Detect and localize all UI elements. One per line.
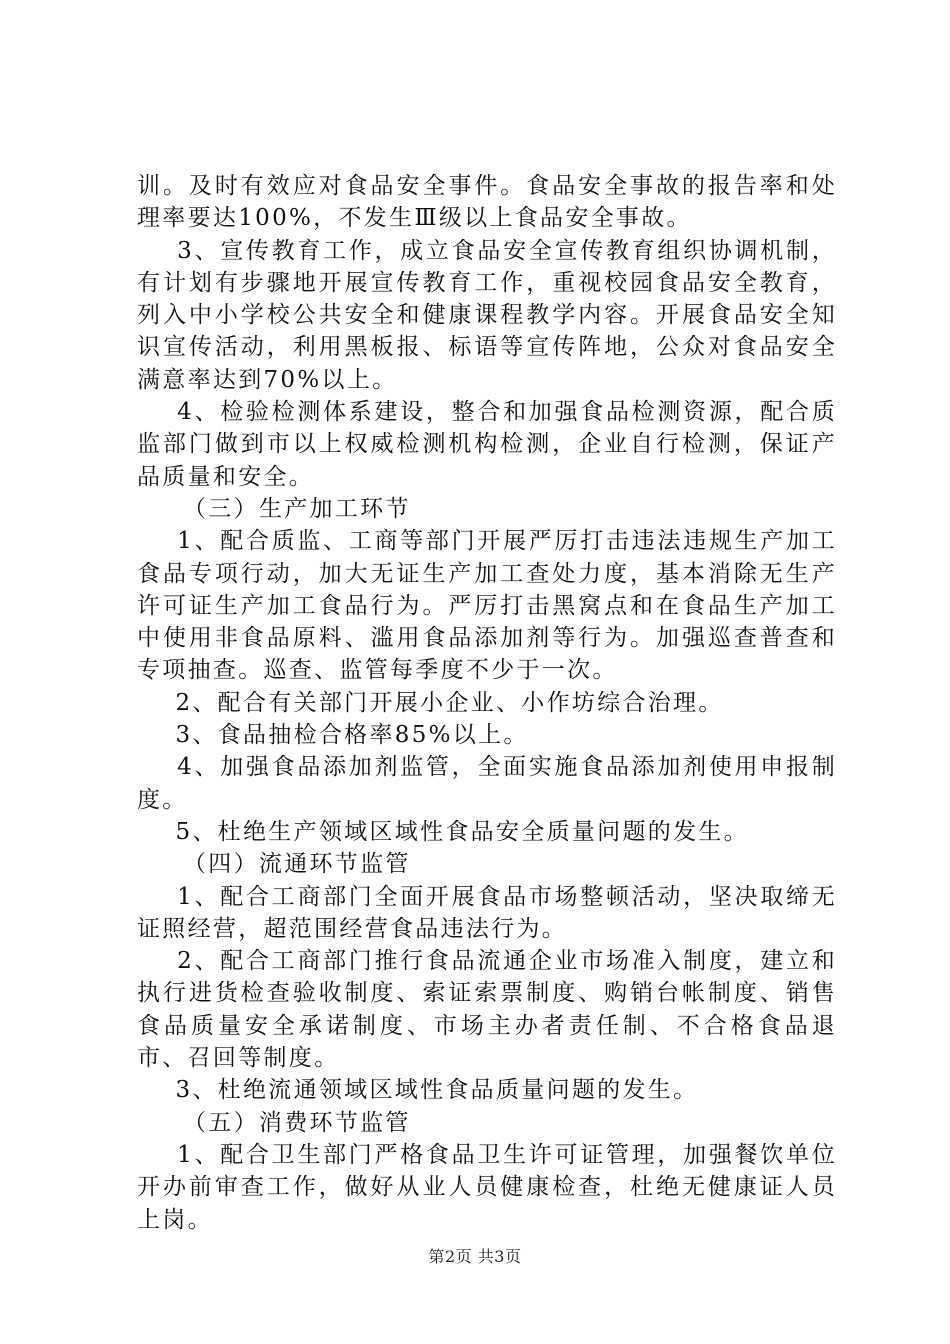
section-heading: （三）生产加工环节 [183,495,411,522]
paragraph: 4、加强食品添加剂监管，全面实施食品添加剂使用申报制度。 [137,754,837,813]
paragraph: 训。及时有效应对食品安全事件。食品安全事故的报告率和处理率要达100%，不发生Ⅲ级以上食品安全事故。 [137,173,837,232]
paragraph: 4、检验检测体系建设，整合和加强食品检测资源，配合质监部门做到市以上权威检测机构检测，企业自行检测，保证产品质量和安全。 [137,399,837,490]
paragraph: 3、宣传教育工作，成立食品安全宣传教育组织协调机制，有计划有步骤地开展宣传教育工作，重视校园食品安全教育，列入中小学校公共安全和健康课程教学内容。开展食品安全知识宣传活动，利用黑板报、标语等宣传阵地，公众对食品安全满意率达到70%以上。 [137,237,837,393]
paragraph: 2、配合有关部门开展小企业、小作坊综合治理。 [137,689,724,716]
paragraph: 1、配合工商部门全面开展食品市场整顿活动，坚决取缔无证照经营，超范围经营食品违法行为。 [137,883,837,942]
paragraph: 2、配合工商部门推行食品流通企业市场准入制度，建立和执行进货检查验收制度、索证索票制度、购销台帐制度、销售食品质量安全承诺制度、市场主办者责任制、不合格食品退市、召回等制度。 [137,948,837,1072]
page-footer: 第2页 共3页 [428,1247,522,1266]
paragraph: 1、配合卫生部门严格食品卫生许可证管理，加强餐饮单位开办前审查工作，做好从业人员健康检查，杜绝无健康证人员上岗。 [137,1141,837,1233]
paragraph: 1、配合质监、工商等部门开展严厉打击违法违规生产加工食品专项行动，加大无证生产加工查处力度，基本消除无生产许可证生产加工食品行为。严厉打击黑窝点和在食品生产加工中使用非食品原料、滥用食品添加剂等行为。加强巡查普查和专项抽查。巡查、监管每季度不少于一次。 [137,528,837,684]
paragraph: 3、杜绝流通领域区域性食品质量问题的发生。 [137,1077,699,1104]
paragraph: 5、杜绝生产领域区域性食品安全质量问题的发生。 [137,818,749,845]
section-heading: （四）流通环节监管 [183,851,411,878]
section-heading: （五）消费环节监管 [183,1109,411,1136]
paragraph: 3、食品抽检合格率85%以上。 [137,722,529,749]
document-body [137,170,837,1236]
